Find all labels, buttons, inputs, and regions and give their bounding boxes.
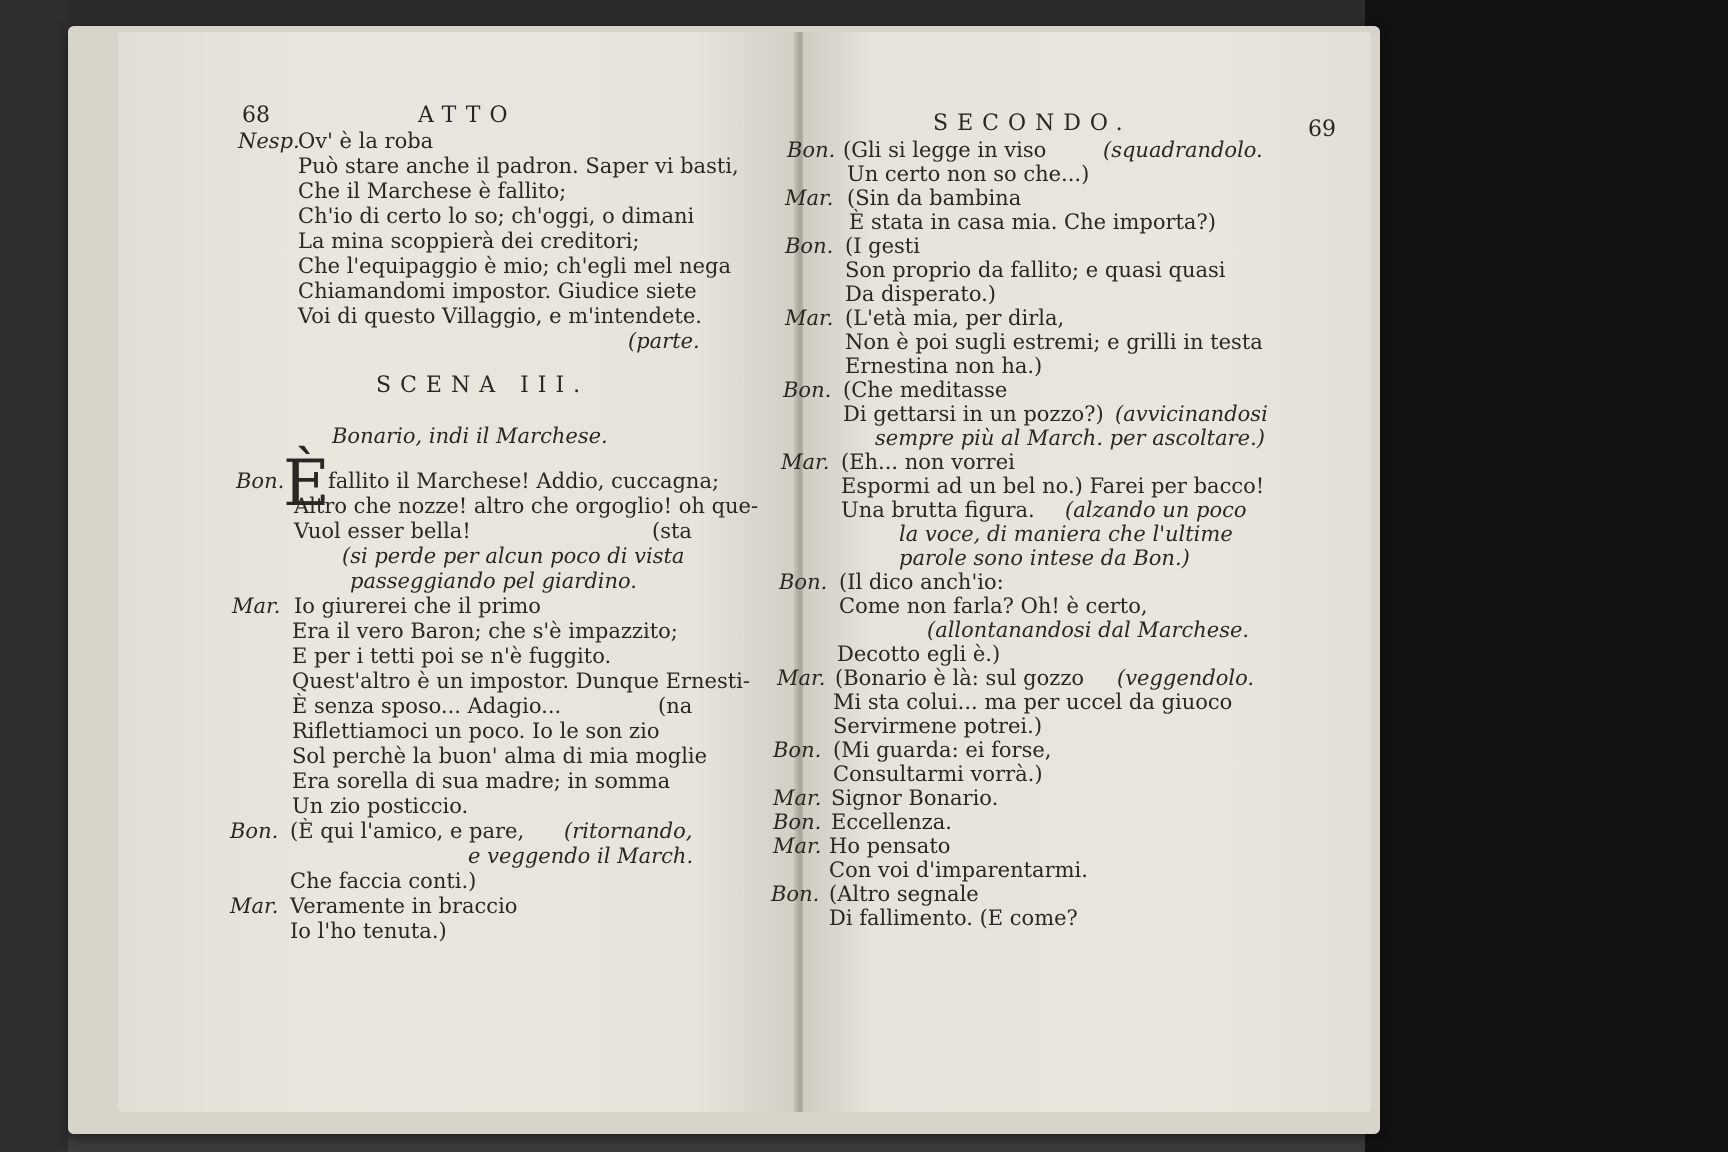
text-line: Eccellenza.	[831, 810, 952, 834]
speaker-label: Nesp.	[238, 129, 300, 153]
text-line: (Altro segnale	[829, 882, 979, 906]
text-line: (Che meditasse	[843, 378, 1008, 402]
text-line: (Il dico anch'io:	[839, 570, 1004, 594]
speaker-label: Mar.	[785, 186, 834, 210]
scene-title: SCENA III.	[376, 373, 590, 398]
text-line: È stata in casa mia. Che importa?)	[849, 210, 1216, 234]
speaker-label: Mar.	[777, 666, 826, 690]
text-line: Son proprio da fallito; e quasi quasi	[845, 258, 1226, 282]
text-line: (L'età mia, per dirla,	[845, 306, 1065, 330]
text-line: Espormi ad un bel no.) Farei per bacco!	[841, 474, 1265, 498]
running-header: SECONDO.	[933, 111, 1132, 136]
text-line: Io giurerei che il primo	[294, 594, 541, 618]
speaker-label: Mar.	[230, 894, 279, 918]
stage-direction: passeggiando pel giardino.	[350, 569, 637, 593]
speaker-label: Mar.	[773, 786, 822, 810]
stage-direction: sempre più al March. per ascoltare.)	[875, 426, 1265, 450]
text-line: Sol perchè la buon' alma di mia moglie	[292, 744, 708, 768]
scanner-bed-right	[1365, 0, 1728, 1152]
text-line: (Sin da bambina	[847, 186, 1022, 210]
scanner-bed-left	[0, 0, 68, 1152]
stage-direction: (allontanandosi dal Marchese.	[927, 618, 1250, 642]
text-line: Quest'altro è un impostor. Dunque Ernesti-	[292, 669, 750, 693]
speaker-label: Mar.	[773, 834, 822, 858]
drop-cap: È	[283, 447, 330, 521]
speaker-label: Bon.	[783, 378, 832, 402]
text-line: Che il Marchese è fallito;	[298, 179, 567, 203]
text-line: Un certo non so che...)	[847, 162, 1090, 186]
text-line: Vuol esser bella!	[294, 519, 471, 543]
running-header: ATTO	[418, 103, 517, 128]
speaker-label: Mar.	[232, 594, 281, 618]
text-line: Servirmene potrei.)	[833, 714, 1043, 738]
text-line: Ho pensato	[829, 834, 951, 858]
text-line: Di fallimento. (E come?	[829, 906, 1078, 930]
text-line: Ov' è la roba	[298, 129, 434, 153]
text-line: Può stare anche il padron. Saper vi basti,	[298, 154, 739, 178]
stage-direction: (veggendolo.	[1117, 666, 1255, 690]
scene-characters: Bonario, indi il Marchese.	[332, 424, 608, 448]
text-line: Io l'ho tenuta.)	[290, 919, 447, 943]
text-line: Ernestina non ha.)	[845, 354, 1043, 378]
book-spread	[68, 26, 1380, 1134]
stage-direction: (avvicinandosi	[1115, 402, 1268, 426]
stage-direction: (si perde per alcun poco di vista	[342, 544, 685, 568]
text-line: Signor Bonario.	[831, 786, 999, 810]
stage-direction: (alzando un poco	[1065, 498, 1247, 522]
right-page	[771, 32, 1371, 1112]
speaker-label: Bon.	[785, 234, 834, 258]
speaker-label: Bon.	[773, 810, 822, 834]
text-line: (Mi guarda: ei forse,	[833, 738, 1052, 762]
text-line: (Gli si legge in viso	[843, 138, 1047, 162]
speaker-label: Bon.	[230, 819, 279, 843]
text-line: Ch'io di certo lo so; ch'oggi, o dimani	[298, 204, 695, 228]
text-line: Che faccia conti.)	[290, 869, 477, 893]
text-line: (Bonario è là: sul gozzo	[835, 666, 1085, 690]
stage-direction: (parte.	[628, 329, 700, 353]
stage-direction: la voce, di maniera che l'ultime	[899, 522, 1233, 546]
text-line: Un zio posticcio.	[292, 794, 469, 818]
text-line: Come non farla? Oh! è certo,	[839, 594, 1148, 618]
text-line: Da disperato.)	[845, 282, 996, 306]
page-number: 69	[1308, 117, 1336, 142]
speaker-label: Mar.	[781, 450, 830, 474]
text-line: fallito il Marchese! Addio, cuccagna;	[328, 469, 720, 493]
text-line: Consultarmi vorrà.)	[833, 762, 1043, 786]
text-line: La mina scoppierà dei creditori;	[298, 229, 640, 253]
speaker-label: Bon.	[771, 882, 820, 906]
text-line: Con voi d'imparentarmi.	[829, 858, 1088, 882]
text-line: Era sorella di sua madre; in somma	[292, 769, 671, 793]
text-line: (È qui l'amico, e pare,	[290, 819, 525, 843]
left-page	[118, 32, 798, 1112]
text-line: Mi sta colui... ma per uccel da giuoco	[833, 690, 1233, 714]
stage-direction: parole sono intese da Bon.)	[899, 546, 1190, 570]
text-line: Era il vero Baron; che s'è impazzito;	[292, 619, 678, 643]
stage-direction: (squadrandolo.	[1103, 138, 1263, 162]
text-line: E per i tetti poi se n'è fuggito.	[292, 644, 612, 668]
text-line: Veramente in braccio	[290, 894, 518, 918]
text-line: Decotto egli è.)	[837, 642, 1001, 666]
speaker-label: Bon.	[779, 570, 828, 594]
speaker-label: Bon.	[787, 138, 836, 162]
stage-direction: (ritornando,	[564, 819, 693, 843]
text-line: Voi di questo Villaggio, e m'intendete.	[298, 304, 702, 328]
text-line: (na	[658, 694, 693, 718]
text-line: Una brutta figura.	[841, 498, 1035, 522]
speaker-label: Bon.	[236, 469, 285, 493]
text-line: Di gettarsi in un pozzo?)	[843, 402, 1104, 426]
page-number: 68	[242, 103, 270, 128]
speaker-label: Bon.	[773, 738, 822, 762]
text-line: Chiamandomi impostor. Giudice siete	[298, 279, 697, 303]
text-line: (Eh... non vorrei	[841, 450, 1015, 474]
text-line: È senza sposo... Adagio...	[292, 694, 562, 718]
stage-direction: e veggendo il March.	[468, 844, 694, 868]
text-line: Che l'equipaggio è mio; ch'egli mel nega	[298, 254, 731, 278]
speaker-label: Mar.	[785, 306, 834, 330]
text-line: Riflettiamoci un poco. Io le son zio	[292, 719, 660, 743]
text-line: (I gesti	[845, 234, 920, 258]
text-line: Altro che nozze! altro che orgoglio! oh que-	[294, 494, 759, 518]
text-line: Non è poi sugli estremi; e grilli in testa	[845, 330, 1263, 354]
stage-direction: (sta	[652, 519, 692, 543]
